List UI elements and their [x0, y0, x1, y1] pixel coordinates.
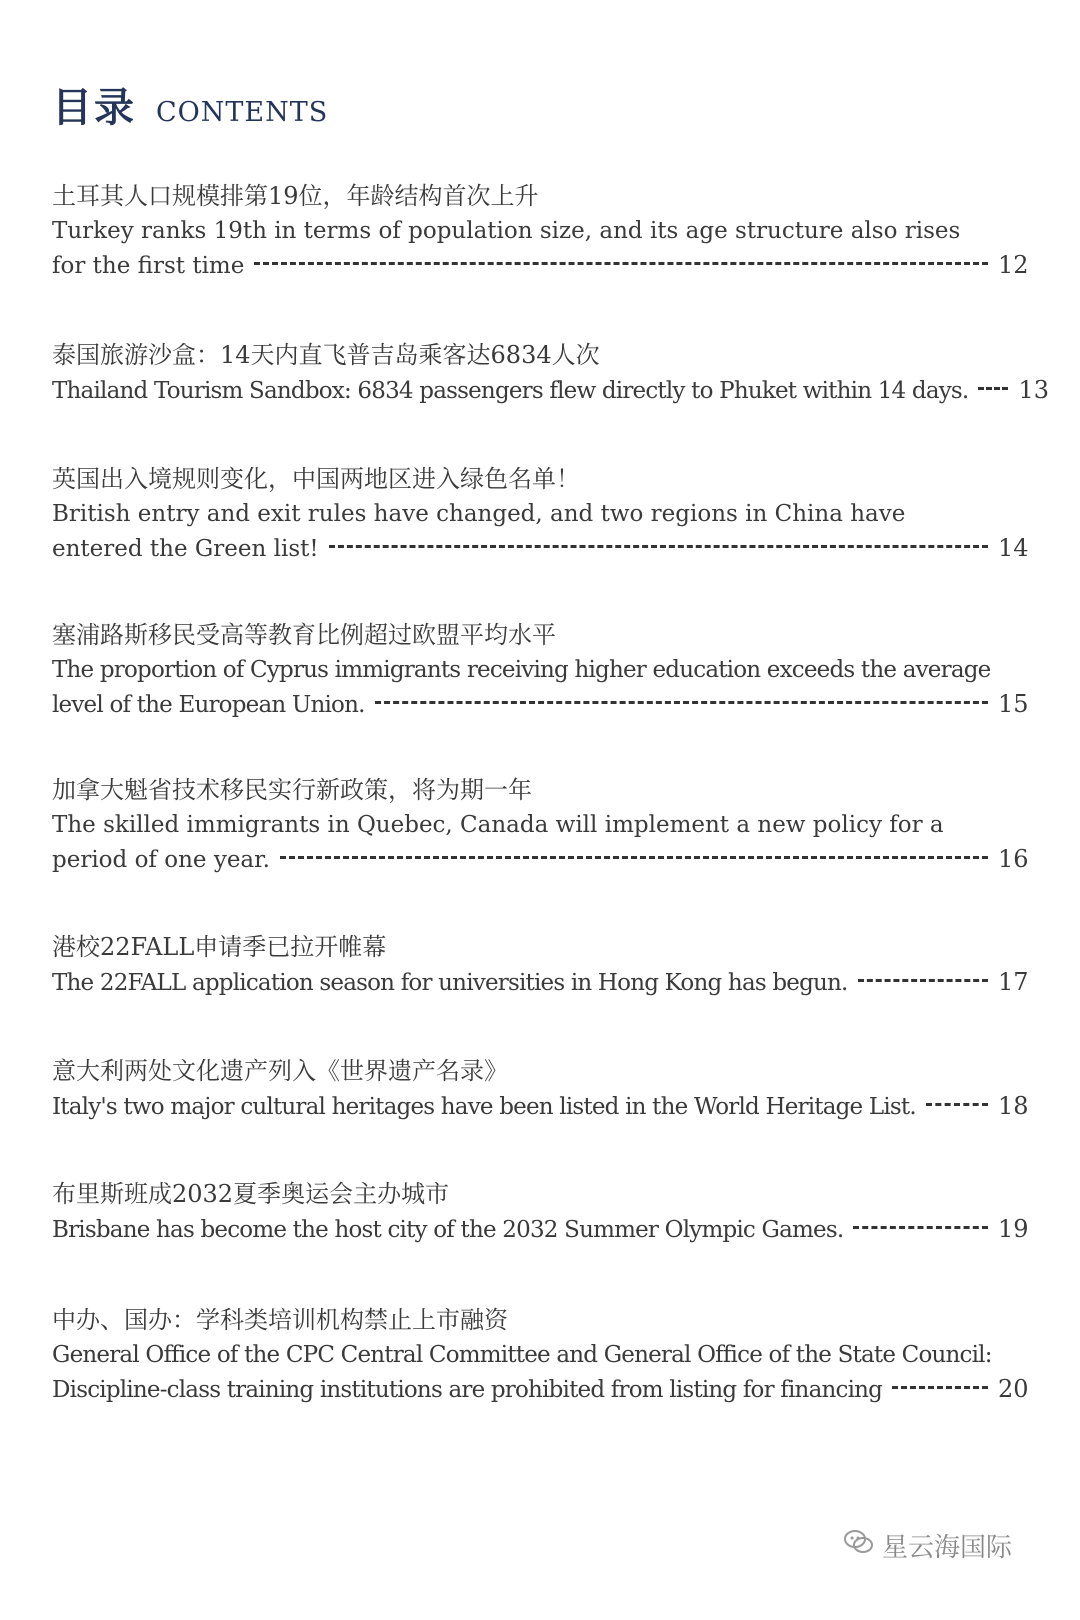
- toc-entry-title-en-line: The proportion of Cyprus immigrants receiving higher education exceeds the average: [52, 657, 991, 683]
- toc-entry-title-en-last: Discipline-class training institutions are prohibited from listing for financing: [52, 1377, 883, 1403]
- dotted-leader: [329, 545, 988, 548]
- toc-entry[interactable]: [52, 1176, 1028, 1247]
- contents-title-zh: 目录: [52, 84, 136, 131]
- toc-entry-last-line: [52, 248, 1028, 283]
- toc-entry-title-zh: 中办、国办：学科类培训机构禁止上市融资: [52, 1306, 508, 1334]
- contents-title-en: CONTENTS: [156, 97, 329, 128]
- watermark-text: 星云海国际: [881, 1533, 1012, 1563]
- toc-entry[interactable]: [52, 178, 1028, 283]
- toc-entry-title-en-last: Thailand Tourism Sandbox: 6834 passengers flew directly to Phuket within 14 days.: [52, 378, 969, 404]
- toc-entry[interactable]: [52, 772, 1028, 877]
- toc-entry-last-line: [52, 531, 1028, 566]
- toc-page-number: 14: [998, 534, 1029, 562]
- toc-entry-title-zh: 土耳其人口规模排第19位，年龄结构首次上升: [52, 182, 539, 210]
- toc-entry-last-line: [52, 842, 1028, 877]
- toc-entry-title-zh: 港校22FALL申请季已拉开帷幕: [52, 933, 387, 961]
- page-header: [52, 76, 328, 133]
- toc-entry-title-zh: 布里斯班成2032夏季奥运会主办城市: [52, 1180, 450, 1208]
- toc-page-number: 16: [998, 845, 1029, 873]
- toc-page-number: 18: [998, 1092, 1029, 1120]
- toc-entry[interactable]: [52, 1053, 1028, 1124]
- toc-page-number: 17: [998, 968, 1029, 996]
- toc-entry-title-en-last: Italy's two major cultural heritages have been listed in the World Heritage List.: [52, 1094, 916, 1120]
- toc-page-number: 13: [1018, 376, 1049, 404]
- wechat-icon: [844, 1529, 882, 1562]
- toc-entry-title-en-last: level of the European Union.: [52, 692, 365, 718]
- toc-entry-last-line: [52, 965, 1028, 1000]
- toc-entry-title-zh: 英国出入境规则变化，中国两地区进入绿色名单！: [52, 465, 580, 493]
- toc-entry-title-en-last: period of one year.: [52, 847, 270, 873]
- toc-entry-title-zh: 加拿大魁省技术移民实行新政策，将为期一年: [52, 776, 532, 804]
- toc-entry-title-zh: 意大利两处文化遗产列入《世界遗产名录》: [52, 1057, 508, 1085]
- toc-entry[interactable]: [52, 929, 1028, 1000]
- dotted-leader: [892, 1386, 988, 1389]
- watermark: [844, 1527, 1012, 1564]
- toc-entry[interactable]: [52, 617, 1028, 722]
- toc-entry-title-en-last: The 22FALL application season for universities in Hong Kong has begun.: [52, 970, 848, 996]
- dotted-leader: [978, 387, 1008, 390]
- toc-entry-title-en-last: entered the Green list!: [52, 536, 319, 562]
- toc-page-number: 19: [998, 1215, 1029, 1243]
- dotted-leader: [853, 1226, 988, 1229]
- toc-page-number: 12: [998, 251, 1029, 279]
- toc-entry-title-en-last: for the first time: [52, 253, 245, 279]
- toc-entry-last-line: [52, 373, 1049, 408]
- dotted-leader: [926, 1103, 988, 1106]
- toc-page-number: 15: [998, 690, 1029, 718]
- toc-entry-title-zh: 泰国旅游沙盒：14天内直飞普吉岛乘客达6834人次: [52, 341, 600, 369]
- toc-entry-title-en-line: General Office of the CPC Central Committee and General Office of the State Council:: [52, 1342, 992, 1368]
- dotted-leader: [375, 701, 988, 704]
- toc-entry-last-line: [52, 1212, 1028, 1247]
- dotted-leader: [858, 979, 988, 982]
- dotted-leader: [254, 262, 988, 265]
- toc-entry-last-line: [52, 1372, 1028, 1407]
- toc-entry-title-en-line: The skilled immigrants in Quebec, Canada will implement a new policy for a: [52, 812, 944, 838]
- toc-entry-last-line: [52, 1089, 1028, 1124]
- toc-entry-title-zh: 塞浦路斯移民受高等教育比例超过欧盟平均水平: [52, 621, 556, 649]
- toc-entry[interactable]: [52, 1302, 1028, 1407]
- toc-entry-title-en-line: British entry and exit rules have changed, and two regions in China have: [52, 501, 906, 527]
- toc-entry[interactable]: [52, 461, 1028, 566]
- toc-entry[interactable]: [52, 337, 1049, 408]
- toc-entry-title-en-last: Brisbane has become the host city of the 2032 Summer Olympic Games.: [52, 1217, 844, 1243]
- toc-entry-last-line: [52, 687, 1028, 722]
- toc-entry-title-en-line: Turkey ranks 19th in terms of population size, and its age structure also rises: [52, 218, 961, 244]
- dotted-leader: [280, 856, 988, 859]
- toc-page-number: 20: [998, 1375, 1029, 1403]
